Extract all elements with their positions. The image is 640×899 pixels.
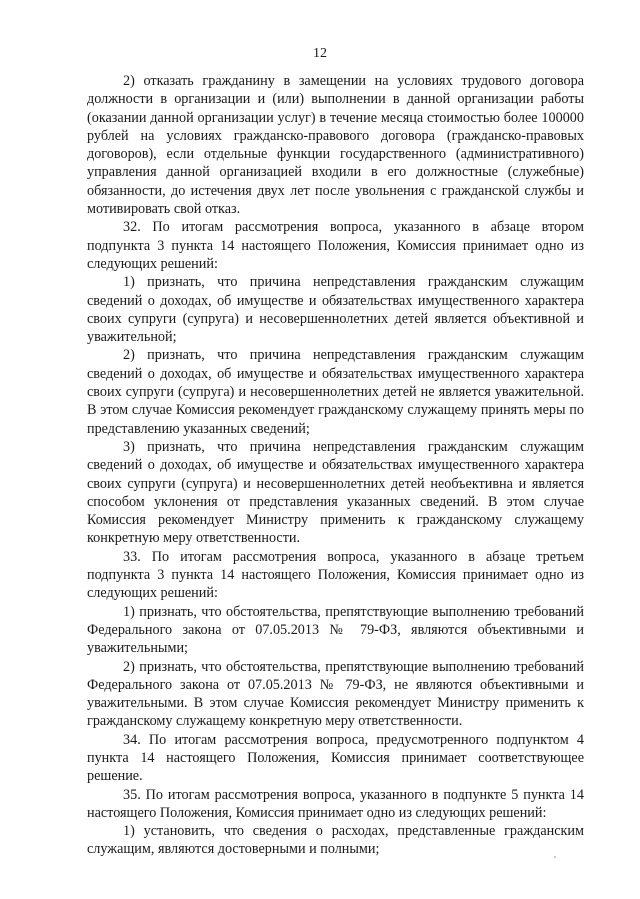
scan-speck xyxy=(554,856,556,858)
page-number: 12 xyxy=(313,46,327,61)
paragraph-item-2-refusal: 2) отказать гражданину в замещении на условиях трудового договора должности в организации и (или) выполнении в данной организации работы (оказании данной организации услуг) в течение месяца стоимостью более 100000 рублей на условиях гражданско-правового договора (гражданско-правовых договоров), если отдельные функции государственного (административного) управления данной организацией входили в его должностные (служебные) обязанности, до истечения двух лет после увольнения с гражданской службы и мотивировать свой отказ. xyxy=(87,73,584,218)
document-body xyxy=(87,72,584,859)
paragraph-32: 32. По итогам рассмотрения вопроса, указанного в абзаце втором подпункта 3 пункта 14 настоящего Положения, Комиссия принимает одно из следующих решений: xyxy=(87,219,584,272)
paragraph-32-item-2: 2) признать, что причина непредставления гражданским служащим сведений о доходах, об имуществе и обязательствах имущественного характера своих супруги (супруга) и несовершеннолетних детей не является уважительной. В этом случае Комиссия рекомендует гражданскому служащему принять меры по представлению указанных сведений; xyxy=(87,347,584,437)
paragraph-34: 34. По итогам рассмотрения вопроса, предусмотренного подпунктом 4 пункта 14 настоящего Положения, Комиссия принимает соответствующее решение. xyxy=(87,731,584,785)
paragraph-33-item-2: 2) признать, что обстоятельства, препятствующие выполнению требований Федерального закона от 07.05.2013 № 79-ФЗ, не являются объективными и уважительными. В этом случае Комиссия рекомендует Министру применить к гражданскому служащему конкретную меру ответственности. xyxy=(87,658,584,730)
paragraph-32-item-3: 3) признать, что причина непредставления гражданским служащим сведений о доходах, об имуществе и обязательствах имущественного характера своих супруги (супруга) и несовершеннолетних детей необъективна и является способом уклонения от представления указанных сведений. В этом случае Комиссия рекомендует Министру применить к гражданскому служащему конкретную меру ответственности. xyxy=(87,438,584,547)
paragraph-33: 33. По итогам рассмотрения вопроса, указанного в абзаце третьем подпункта 3 пункта 14 настоящего Положения, Комиссия принимает одно из следующих решений: xyxy=(87,548,584,602)
paragraph-33-item-1: 1) признать, что обстоятельства, препятствующие выполнению требований Федерального закона от 07.05.2013 № 79-ФЗ, являются объективными и уважительными; xyxy=(87,603,584,657)
paragraph-32-item-1: 1) признать, что причина непредставления гражданским служащим сведений о доходах, об имуществе и обязательствах имущественного характера своих супруги (супруга) и несовершеннолетних детей является объективной и уважительной; xyxy=(87,274,584,346)
paragraph-35-item-1: 1) установить, что сведения о расходах, представленные гражданским служащим, являются достоверными и полными; xyxy=(87,823,584,858)
paragraph-35: 35. По итогам рассмотрения вопроса, указанного в подпункте 5 пункта 14 настоящего Положения, Комиссия принимает одно из следующих решений: xyxy=(87,786,584,821)
